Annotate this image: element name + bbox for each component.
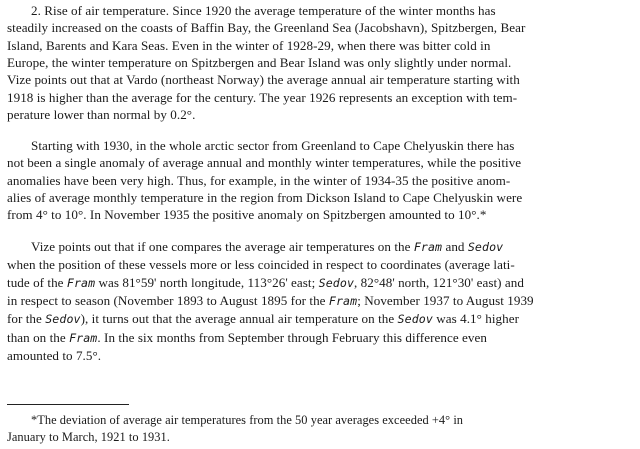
paragraph-arctic-anomalies — [7, 137, 635, 224]
text-run: tude of the — [7, 274, 67, 290]
text-line — [7, 238, 635, 256]
text-run: was 4.1° higher — [432, 311, 519, 327]
text-run: was 81°59' north longitude, 113°26' east; — [95, 274, 319, 290]
text-line: perature lower than normal by 0.2°. — [7, 107, 196, 123]
text-run: Vize points out that if one compares the average air temperatures on the — [31, 239, 414, 254]
footnote-line: January to March, 1921 to 1931. — [7, 430, 170, 444]
footnote — [7, 412, 635, 446]
text-run: ), it turns out that the average annual air temperature on the — [80, 311, 398, 327]
text-line: 1918 is higher than the average for the century. The year 1926 represents an exception with tem- — [7, 89, 518, 105]
text-line: from 4° to 10°. In November 1935 the positive anomaly on Spitzbergen amounted to 10°.* — [7, 207, 487, 223]
text-line — [7, 310, 635, 328]
footnote-line: *The deviation of average air temperatures from the 50 year averages exceeded +4° in — [31, 413, 464, 427]
text-run: than on the — [7, 329, 70, 345]
text-run: ; November 1937 to August 1939 — [357, 293, 534, 309]
text-line: steadily increased on the coasts of Baffin Bay, the Greenland Sea (Jacobshavn), Spitzbergen, Bear — [7, 20, 526, 36]
ship-name-sedov: Sedov — [45, 312, 81, 327]
text-run: and — [442, 239, 468, 254]
ship-name-fram: Fram — [69, 330, 98, 345]
text-line: when the position of these vessels more or less coincided in respect to coordinates (average lati- — [7, 257, 515, 273]
text-run: for the — [7, 311, 46, 327]
footnote-divider — [7, 404, 129, 405]
text-line: alies of average monthly temperature in the region from Dickson Island to Cape Chelyuskin were — [7, 190, 523, 206]
ship-name-fram: Fram — [66, 275, 96, 290]
text-line — [7, 292, 635, 310]
text-line: Island, Barents and Kara Seas. Even in the winter of 1928-29, when there was bitter cold in — [7, 37, 491, 53]
text-line — [7, 274, 635, 292]
text-line: anomalies have been very high. Thus, for example, in the winter of 1934-35 the positive anom- — [7, 172, 511, 188]
text-run: . In the six months from September through February this difference even — [97, 329, 487, 345]
paragraph-rise-of-air-temperature — [7, 2, 635, 123]
text-line: Vize points out that at Vardo (northeast Norway) the average annual air temperature starting with — [7, 72, 520, 88]
text-line — [7, 329, 635, 347]
text-line: 2. Rise of air temperature. Since 1920 the average temperature of the winter months has — [31, 3, 496, 18]
ship-name-fram: Fram — [413, 240, 443, 254]
text-run: in respect to season (November 1893 to August 1895 for the — [7, 293, 329, 309]
text-line: not been a single anomaly of average annual and monthly winter temperatures, while the positive — [7, 155, 522, 171]
ship-name-sedov: Sedov — [397, 312, 433, 327]
text-run: , 82°48' north, 121°30' east) and — [354, 274, 524, 290]
ship-name-sedov: Sedov — [467, 240, 504, 254]
text-line: Starting with 1930, in the whole arctic sector from Greenland to Cape Chelyuskin there has — [31, 138, 515, 153]
text-line: amounted to 7.5°. — [7, 348, 102, 364]
ship-name-sedov: Sedov — [318, 275, 355, 290]
ship-name-fram: Fram — [328, 294, 358, 309]
text-line: Europe, the winter temperature on Spitzbergen and Bear Island was only slightly under normal. — [7, 55, 512, 71]
paragraph-fram-sedov-comparison — [7, 238, 635, 364]
